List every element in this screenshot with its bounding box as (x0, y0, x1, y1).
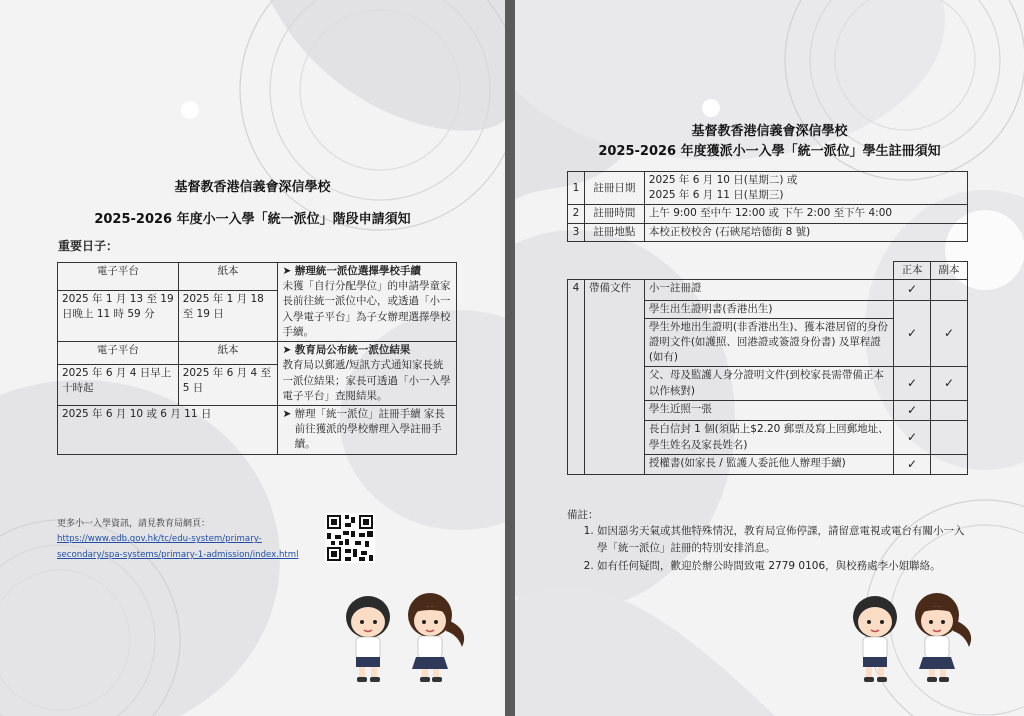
row2-electronic: 2025 年 6 月 4 日早上十時起 (58, 364, 179, 405)
doc-item: 授權書(如家長 / 監護人委託他人辦理手續) (644, 454, 893, 474)
table-row (568, 172, 968, 205)
check-icon: ✓ (894, 280, 931, 300)
qr-code-icon (325, 513, 375, 563)
header-copy: 副本 (931, 262, 968, 280)
check-icon: ✓ (931, 367, 968, 400)
reg-num: 2 (568, 205, 585, 223)
row2-title: ➤ 教育局公布統一派位結果 (282, 344, 411, 357)
edb-link-line2[interactable]: secondary/spa-systems/primary-1-admission/index.html (57, 549, 299, 560)
edb-link-line1[interactable]: https://www.edb.gov.hk/tc/edu-system/primary- (57, 534, 262, 545)
doc-item: 小一註冊證 (644, 280, 893, 300)
header-paper: 紙本 (178, 263, 278, 291)
check-icon: ✓ (894, 300, 931, 367)
notice-title: 2025-2026 年度小一入學「統一派位」階段申請須知 (94, 212, 411, 227)
row1-title: ➤ 辦理統一派位選擇學校手續 (282, 265, 421, 277)
row3-description-cell (278, 405, 457, 454)
docs-label: 帶備文件 (584, 280, 644, 475)
row2-desc: 教育局以郵遞/短訊方式通知家長統一派位結果；家長可透過「小一入學電子平台」查閱結果。 (282, 359, 451, 402)
row2-header-electronic: 電子平台 (58, 342, 179, 365)
table-row (568, 280, 968, 300)
arrow-right-icon: ➤ (282, 407, 295, 420)
note-item: 1. 如因惡劣天氣或其他特殊情況，教育局宣佈停課，請留意電視或電台有關小一入學「統一派位」註冊的特別安排消息。 (597, 523, 967, 556)
dates-table (57, 262, 457, 455)
row1-description-cell (278, 263, 457, 342)
reg-num: 1 (568, 172, 585, 205)
doc-item: 學生出生證明書(香港出生) (644, 300, 893, 318)
school-name: 基督教香港信義會深信學校 (174, 180, 331, 195)
more-info-block (57, 516, 317, 563)
registration-table (567, 171, 968, 242)
docs-num: 4 (568, 280, 585, 475)
arrow-right-icon: ➤ (282, 344, 295, 357)
row3-date: 2025 年 6 月 10 或 6 月 11 日 (58, 405, 278, 454)
row2-paper: 2025 年 6 月 4 至 5 日 (178, 364, 278, 405)
table-row (568, 223, 968, 241)
check-icon: ✓ (894, 421, 931, 454)
reg-value: 上午 9:00 至中午 12:00 或 下午 2:00 至下午 4:00 (644, 205, 967, 223)
doc-item: 長白信封 1 個(須貼上$2.20 郵票及寫上回郵地址、學生姓名及家長姓名) (644, 421, 893, 454)
important-dates-label: 重要日子： (58, 239, 119, 253)
row2-header-paper: 紙本 (178, 342, 278, 365)
check-icon: ✓ (931, 300, 968, 367)
doc-item: 學生近照一張 (644, 400, 893, 420)
left-flyer-page (0, 0, 505, 716)
check-icon: ✓ (894, 367, 931, 400)
children-illustration (330, 585, 480, 685)
note-item: 2. 如有任何疑問，歡迎於辦公時間致電 2779 0106，與校務處李小姐聯絡。 (597, 558, 967, 574)
reg-num: 3 (568, 223, 585, 241)
children-illustration (837, 585, 987, 685)
check-icon: ✓ (894, 454, 931, 474)
arrow-right-icon: ➤ (282, 265, 295, 277)
documents-table (567, 261, 968, 475)
reg-label: 註冊日期 (584, 172, 644, 205)
reg-label: 註冊地點 (584, 223, 644, 241)
notes-label: 備註： (567, 509, 599, 521)
table-row (568, 205, 968, 223)
reg-value: 本校正校校舍 (石硤尾培德街 8 號) (644, 223, 967, 241)
school-name: 基督教香港信義會深信學校 (691, 124, 848, 139)
right-flyer-page (515, 0, 1024, 716)
check-icon: ✓ (894, 400, 931, 420)
notes-block (567, 507, 967, 576)
reg-label: 註冊時間 (584, 205, 644, 223)
row2-description-cell (278, 342, 457, 406)
row1-paper: 2025 年 1 月 18 至 19 日 (178, 290, 278, 341)
header-original: 正本 (894, 262, 931, 280)
notice-title: 2025-2026 年度獲派小一入學「統一派位」學生註冊須知 (598, 144, 941, 159)
row3-desc: 辦理「統一派位」註冊手續 家長前往獲派的學校辦理入學註冊手續。 (294, 407, 445, 451)
header-electronic: 電子平台 (58, 263, 179, 291)
doc-item: 學生外地出生證明(非香港出生)、獲本港居留的身份證明文件(如護照、回港證或簽證身份書) 及單程證(如有) (644, 318, 893, 367)
row1-desc: 未獲「自行分配學位」的申請學童家長前往統一派位中心，或透過「小一入學電子平台」為子女辦理選擇學校手續。 (282, 280, 451, 338)
more-info-text: 更多小一入學資訊，請見教育局網頁： (57, 519, 211, 529)
reg-value: 2025 年 6 月 10 日(星期二) 或 2025 年 6 月 11 日(星期三) (644, 172, 967, 205)
row1-electronic: 2025 年 1 月 13 至 19 日晚上 11 時 59 分 (58, 290, 179, 341)
doc-item: 父、母及監護人身分證明文件(到校家長需帶備正本以作核對) (644, 367, 893, 400)
